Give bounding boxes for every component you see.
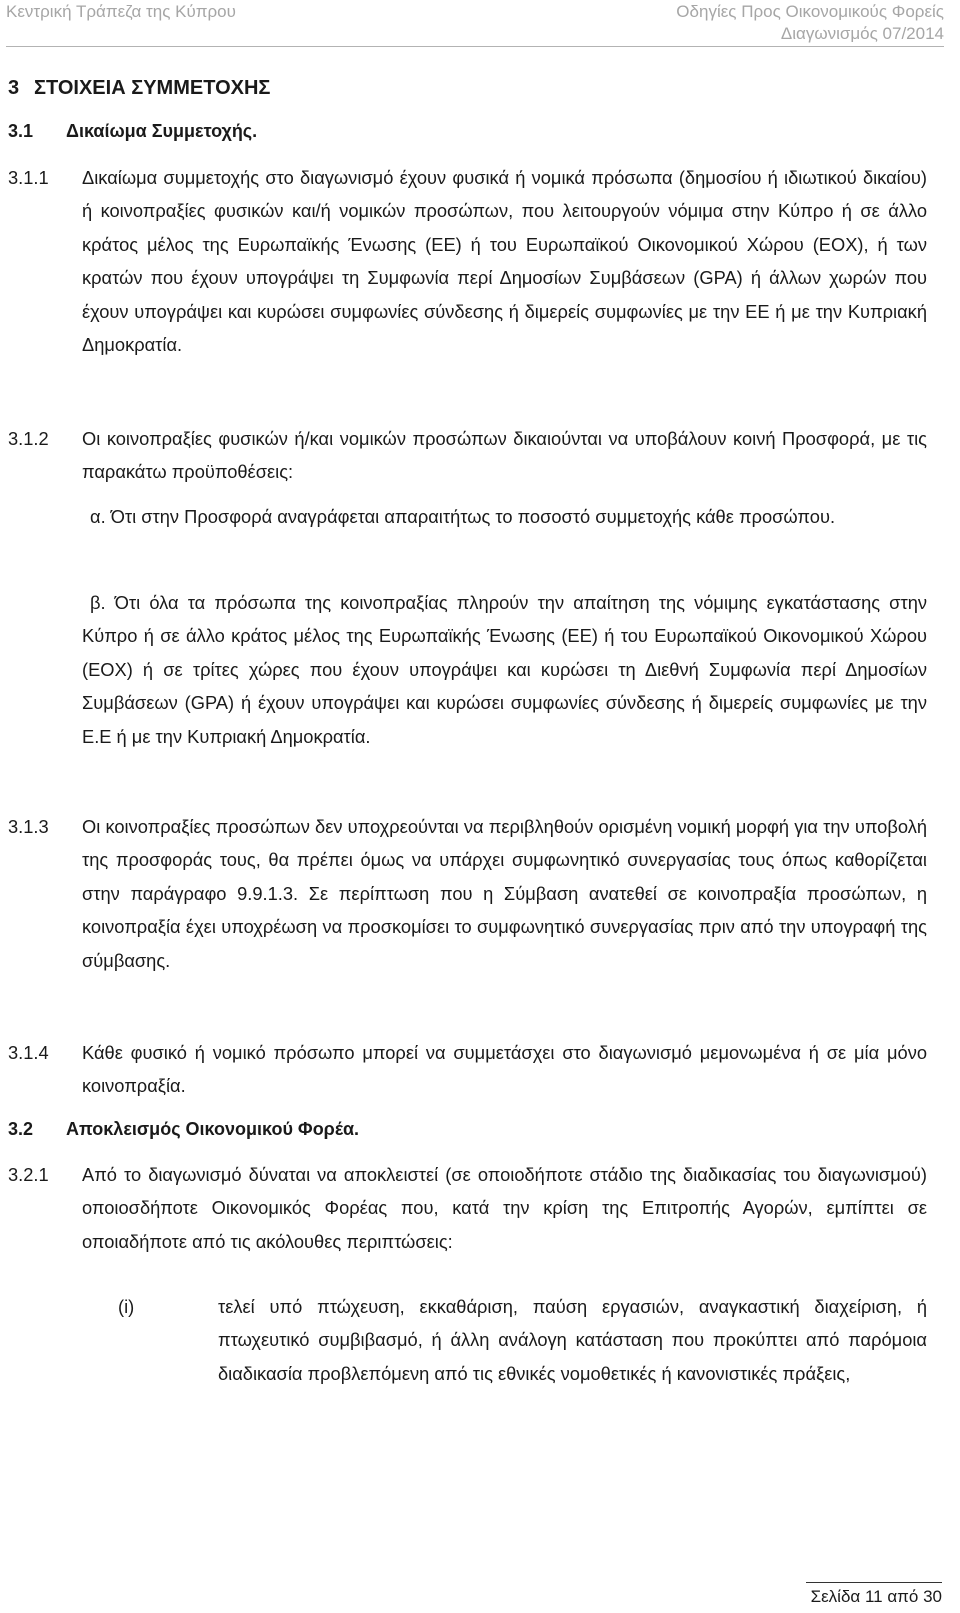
section-title: ΣΤΟΙΧΕΙΑ ΣΥΜΜΕΤΟΧΗΣ [34,77,271,99]
paragraph-number-3-1-4: 3.1.4 [8,1042,49,1063]
paragraph-number-3-2-1: 3.2.1 [8,1164,49,1185]
paragraph-number-3-1-3: 3.1.3 [8,816,49,837]
subsection-number: 3.1 [8,121,34,141]
list-item-i: τελεί υπό πτώχευση, εκκαθάριση, παύση εργασιών, αναγκαστική διαχείριση, ή πτωχευτικό συμβιβασμό, ή άλλη ανάλογη κατάσταση που προκύπτει από παρόμοια διαδικασία προβλεπόμενη από τις εθνικές νομοθετικές ή κανονιστικές πράξεις, [218,1296,927,1384]
paragraph-3-1-2-item-a: α. Ότι στην Προσφορά αναγράφεται απαραιτήτως το ποσοστό συμμετοχής κάθε προσώπου. [90,506,836,527]
paragraph-number-3-1-1: 3.1.1 [8,167,49,188]
subsection-title: Δικαίωμα Συμμετοχής. [66,121,258,141]
paragraph-3-1-4: Κάθε φυσικό ή νομικό πρόσωπο μπορεί να συμμετάσχει στο διαγωνισμό μεμονωμένα ή σε μία μόνο κοινοπραξία. [82,1042,927,1097]
subsection-number: 3.2 [8,1119,34,1139]
page-header [6,0,944,47]
section-heading-3 [8,77,270,100]
paragraph-3-2-1: Από το διαγωνισμό δύναται να αποκλειστεί (σε οποιοδήποτε στάδιο της διαδικασίας του διαγωνισμού) οποιοσδήποτε Οικονομικός Φορέας που, κατά την κρίση της Επιτροπής Αγορών, εμπίπτει σε οποιαδήποτε από τις ακόλουθες περιπτώσεις: [82,1164,927,1252]
subsection-title: Αποκλεισμός Οικονομικού Φορέα. [66,1119,360,1139]
page-number: Σελίδα 11 από 30 [810,1587,942,1606]
paragraph-3-1-3: Οι κοινοπραξίες προσώπων δεν υποχρεούνται να περιβληθούν ορισμένη νομική μορφή για την υποβολή της προσφοράς τους, θα πρέπει όμως να υπάρχει συμφωνητικό συνεργασίας τους όπως καθορίζεται στην παράγραφο 9.9.1.3. Σε περίπτωση που η Σύμβαση ανατεθεί σε κοινοπραξία προσώπων, η κοινοπραξία έχει υποχρέωση να προσκομίσει το συμφωνητικό συνεργασίας πριν από την υπογραφή της σύμβασης. [82,816,927,971]
subsection-heading-3-2 [8,1119,359,1140]
paragraph-number-3-1-2: 3.1.2 [8,428,49,449]
page-footer [806,1582,942,1613]
subsection-heading-3-1 [8,121,257,142]
list-item-label-i: (i) [118,1296,135,1317]
header-tender-number: Διαγωνισμός 07/2014 [780,24,944,43]
paragraph-3-1-2: Οι κοινοπραξίες φυσικών ή/και νομικών προσώπων δικαιούνται να υποβάλουν κοινή Προσφορά, με τις παρακάτω προϋποθέσεις: [82,428,927,483]
header-organization: Κεντρική Τράπεζα της Κύπρου [6,2,236,21]
paragraph-3-1-1: Δικαίωμα συμμετοχής στο διαγωνισμό έχουν φυσικά ή νομικά πρόσωπα (δημοσίου ή ιδιωτικού δικαίου) ή κοινοπραξίες φυσικών και/ή νομικών προσώπων, που λειτουργούν νόμιμα στην Κύπρο ή σε άλλο κράτος μέλος της Ευρωπαϊκής Ένωσης (ΕΕ) ή του Ευρωπαϊκού Οικονομικού Χώρου (ΕΟΧ), ή των κρατών που έχουν υπογράψει τη Συμφωνία περί Δημοσίων Συμβάσεων (GPA) ή άλλων χωρών που έχουν υπογράψει και κυρώσει συμφωνίες σύνδεσης ή διμερείς συμφωνίες με την ΕΕ ή με την Κυπριακή Δημοκρατία. [82,167,927,356]
header-document-title: Οδηγίες Προς Οικονομικούς Φορείς [676,2,944,21]
section-number: 3 [8,77,20,99]
paragraph-3-1-2-item-b: β. Ότι όλα τα πρόσωπα της κοινοπραξίας πληρούν την απαίτηση της νόμιμης εγκατάστασης στην Κύπρο ή σε άλλο κράτος μέλος της Ευρωπαϊκής Ένωσης (ΕΕ) ή του Ευρωπαϊκού Οικονομικού Χώρου (ΕΟΧ) ή σε τρίτες χώρες που έχουν υπογράψει και κυρώσει τη Διεθνή Συμφωνία περί Δημοσίων Συμβάσεων (GPA) ή έχουν υπογράψει και κυρώσει συμφωνίες σύνδεσης ή διμερείς συμφωνίες με την Ε.Ε ή με την Κυπριακή Δημοκρατία. [82,592,927,747]
